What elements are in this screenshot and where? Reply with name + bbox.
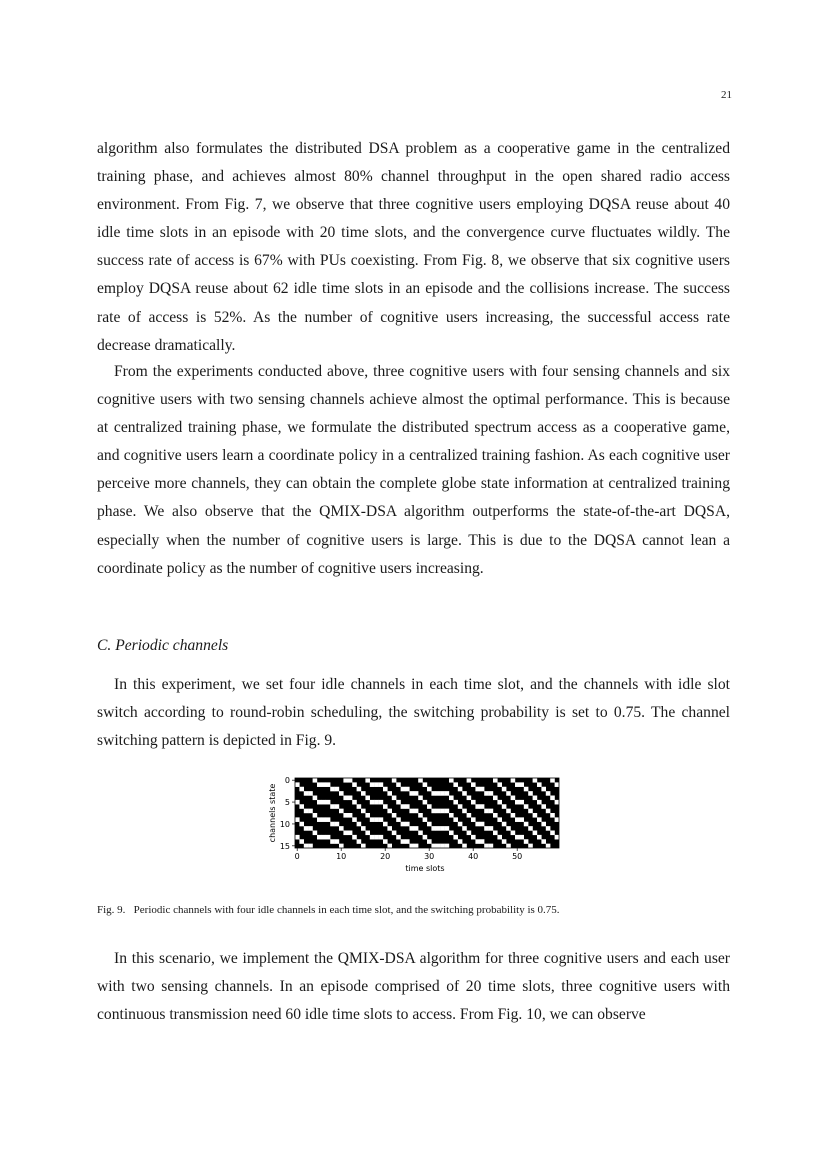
heatmap-cell-idle <box>502 822 507 827</box>
heatmap-cell-idle <box>370 835 375 840</box>
heatmap-cell-idle <box>515 800 520 805</box>
heatmap-cell-idle <box>414 809 419 814</box>
heatmap-cell-idle <box>317 782 322 787</box>
heatmap-cell-idle <box>295 800 300 805</box>
heatmap-cell-idle <box>511 831 516 836</box>
heatmap-cell-idle <box>357 822 362 827</box>
heatmap-cell-idle <box>387 809 392 814</box>
heatmap-cell-idle <box>493 813 498 818</box>
heatmap-cell-idle <box>304 844 309 849</box>
heatmap-cell-idle <box>484 844 489 849</box>
heatmap-cell-idle <box>423 817 428 822</box>
x-axis-label: time slots <box>405 864 445 873</box>
heatmap-cell-idle <box>480 804 485 809</box>
heatmap-cell-idle <box>401 839 406 844</box>
heatmap-cell-idle <box>493 796 498 801</box>
heatmap-cell-idle <box>317 800 322 805</box>
heatmap-cell-idle <box>299 839 304 844</box>
heatmap-cell-idle <box>537 817 542 822</box>
heatmap-cell-idle <box>396 817 401 822</box>
heatmap-cell-idle <box>467 796 472 801</box>
heatmap-cell-idle <box>511 796 516 801</box>
heatmap-cell-idle <box>555 800 560 805</box>
heatmap-cell-idle <box>546 844 551 849</box>
heatmap-cell-idle <box>462 791 467 796</box>
heatmap-cell-idle <box>453 835 458 840</box>
heatmap-cell-idle <box>330 839 335 844</box>
heatmap-cell-idle <box>533 796 538 801</box>
heatmap-cell-idle <box>436 791 441 796</box>
heatmap-cell-idle <box>405 787 410 792</box>
heatmap-cell-idle <box>304 791 309 796</box>
heatmap-cell-idle <box>537 782 542 787</box>
heatmap-cell-idle <box>321 800 326 805</box>
heatmap-cell-idle <box>546 809 551 814</box>
heatmap-cell-idle <box>374 782 379 787</box>
heatmap-cell-idle <box>550 778 555 783</box>
heatmap-cell-idle <box>445 791 450 796</box>
heatmap-cell-idle <box>374 817 379 822</box>
heatmap-cell-idle <box>484 809 489 814</box>
heatmap-cell-idle <box>370 817 375 822</box>
section-heading: C. Periodic channels <box>97 637 229 654</box>
heatmap-cell-idle <box>401 822 406 827</box>
heatmap-cell-idle <box>449 778 454 783</box>
heatmap-cell-idle <box>335 787 340 792</box>
heatmap-cell-idle <box>392 778 397 783</box>
heatmap-cell-idle <box>484 826 489 831</box>
heatmap-cell-idle <box>304 809 309 814</box>
heatmap-cell-idle <box>550 831 555 836</box>
heatmap-cell-idle <box>555 782 560 787</box>
heatmap-cell-idle <box>370 800 375 805</box>
heatmap-cell-idle <box>519 800 524 805</box>
heatmap-cell-idle <box>489 791 494 796</box>
heatmap-cell-idle <box>480 787 485 792</box>
paragraph-4: In this scenario, we implement the QMIX-DSA algorithm for three cognitive users and each user with two sensing channels. In an episode comprised of 20 time slots, three cognitive users with continuous transmission need 60 idle time slots to access. From Fig. 10, we can observe <box>97 950 730 1024</box>
heatmap-cell-idle <box>423 800 428 805</box>
heatmap-cell-idle <box>462 826 467 831</box>
heatmap-cell-idle <box>471 800 476 805</box>
heatmap-cell-idle <box>436 844 441 849</box>
heatmap-cell-idle <box>489 809 494 814</box>
heatmap-cell-idle <box>308 791 313 796</box>
heatmap-cell-idle <box>343 831 348 836</box>
heatmap-cell-idle <box>506 791 511 796</box>
heatmap-cell-idle <box>313 778 318 783</box>
x-tick-label: 20 <box>380 852 391 861</box>
paragraph-1: algorithm also formulates the distributed DSA problem as a cooperative game in the centralized training phase, and achieves almost 80% channel throughput in the open shared radio access environment. From Fig. 7, we observe that three cognitive users employing DQSA reuse about 40 idle time slots in an episode with 20 time slots, and the convergence curve fluctuates wildly. The success rate of access is 67% with PUs coexisting. From Fig. 8, we observe that six cognitive users employ DQSA reuse about 62 idle time slots in an episode and the collisions increase. The success rate of access is 52%. As the number of cognitive users increasing, the successful access rate decrease dramatically. <box>97 140 730 354</box>
heatmap-cell-idle <box>348 831 353 836</box>
heatmap-cell-idle <box>335 804 340 809</box>
heatmap-cell-idle <box>449 796 454 801</box>
heatmap-cell-idle <box>299 822 304 827</box>
heatmap-cell-idle <box>528 826 533 831</box>
heatmap-cell-idle <box>317 817 322 822</box>
paragraph-2: From the experiments conducted above, three cognitive users with four sensing channels and six cognitive users with two sensing channels achieve almost the optimal performance. This is because at centralized training phase, we formulate the distributed spectrum access as a cooperative game, and cognitive users learn a coordinate policy in a centralized training fashion. As each cognitive user perceive more channels, they can obtain the complete globe state information at centralized training phase. We also observe that the QMIX-DSA algorithm outperforms the state-of-the-art DQSA, especially when the number of cognitive users is large. This is due to the DQSA cannot lean a coordinate policy as the number of cognitive users increasing. <box>97 363 730 577</box>
heatmap-cell-idle <box>475 839 480 844</box>
heatmap-cell-idle <box>515 817 520 822</box>
heatmap-cell-idle <box>541 787 546 792</box>
heatmap-cell-idle <box>467 813 472 818</box>
heatmap-cell-idle <box>308 844 313 849</box>
heatmap-cell-idle <box>489 826 494 831</box>
heatmap-cell-idle <box>396 835 401 840</box>
heatmap-cell-idle <box>335 839 340 844</box>
heatmap-cell-idle <box>519 817 524 822</box>
heatmap-cell-idle <box>365 831 370 836</box>
heatmap-cell-idle <box>467 778 472 783</box>
heatmap-cell-idle <box>361 826 366 831</box>
heatmap-cell-idle <box>555 817 560 822</box>
heatmap-cell-idle <box>330 822 335 827</box>
heatmap-cell-idle <box>365 796 370 801</box>
heatmap-cell-idle <box>414 844 419 849</box>
heatmap-cell-idle <box>493 831 498 836</box>
heatmap-cell-idle <box>330 787 335 792</box>
y-axis-ticks <box>280 776 295 851</box>
heatmap-cell-idle <box>453 817 458 822</box>
heatmap-cell-idle <box>480 822 485 827</box>
heatmap-cell-idle <box>445 844 450 849</box>
heatmap-cell-idle <box>541 822 546 827</box>
heatmap-cell-idle <box>365 813 370 818</box>
heatmap-cell-idle <box>352 782 357 787</box>
heatmap-cell-idle <box>313 831 318 836</box>
heatmap-cell-idle <box>321 835 326 840</box>
heatmap-cell-idle <box>533 778 538 783</box>
heatmap-cell-idle <box>528 844 533 849</box>
x-tick-label: 50 <box>512 852 523 861</box>
heatmap-cell-idle <box>317 835 322 840</box>
heatmap-cell-idle <box>427 804 432 809</box>
heatmap-cell-idle <box>449 831 454 836</box>
heatmap-cell-idle <box>379 835 384 840</box>
heatmap-cell-idle <box>409 844 414 849</box>
heatmap-cell-idle <box>541 804 546 809</box>
heatmap-cell-idle <box>409 791 414 796</box>
heatmap-cell-idle <box>436 809 441 814</box>
heatmap-cell-idle <box>431 826 436 831</box>
x-tick-label: 10 <box>336 852 347 861</box>
heatmap-cell-idle <box>423 835 428 840</box>
heatmap-cell-idle <box>462 844 467 849</box>
heatmap-cell-idle <box>383 822 388 827</box>
heatmap-cell-idle <box>519 782 524 787</box>
heatmap-cell-idle <box>480 839 485 844</box>
y-tick-label: 15 <box>279 841 290 851</box>
heatmap-cell-idle <box>440 809 445 814</box>
heatmap-cell-idle <box>506 809 511 814</box>
heatmap-cell-idle <box>405 839 410 844</box>
heatmap-cell-idle <box>321 817 326 822</box>
heatmap-cell-idle <box>396 800 401 805</box>
heatmap-cell-idle <box>497 817 502 822</box>
heatmap-cell-idle <box>299 787 304 792</box>
heatmap-cell-idle <box>352 800 357 805</box>
heatmap-cell-idle <box>427 787 432 792</box>
y-axis-label: channels state <box>268 783 277 843</box>
heatmap-cell-idle <box>440 826 445 831</box>
heatmap-cell-idle <box>401 804 406 809</box>
heatmap-cell-idle <box>489 844 494 849</box>
heatmap-cell-idle <box>436 826 441 831</box>
y-tick-label: 0 <box>284 776 290 786</box>
heatmap-cell-idle <box>502 787 507 792</box>
heatmap-cell-idle <box>497 782 502 787</box>
y-tick-label: 5 <box>284 798 290 808</box>
heatmap-cell-idle <box>550 813 555 818</box>
heatmap-cell-idle <box>326 800 331 805</box>
heatmap-cell-idle <box>506 826 511 831</box>
heatmap-cell-idle <box>475 787 480 792</box>
heatmap-cell-idle <box>423 782 428 787</box>
heatmap-cell-idle <box>524 787 529 792</box>
heatmap-cell-idle <box>515 835 520 840</box>
heatmap-cell-idle <box>445 809 450 814</box>
heatmap-cell-idle <box>427 822 432 827</box>
heatmap-cell-idle <box>418 813 423 818</box>
x-tick-label: 40 <box>468 852 479 861</box>
heatmap-cell-idle <box>458 787 463 792</box>
heatmap-cell-idle <box>326 817 331 822</box>
heatmap-chart <box>262 772 572 880</box>
heatmap-cell-idle <box>361 791 366 796</box>
heatmap-cell-idle <box>524 839 529 844</box>
heatmap-cell-idle <box>493 778 498 783</box>
heatmap-cell-idle <box>374 835 379 840</box>
heatmap-cell-idle <box>418 831 423 836</box>
heatmap-cell-idle <box>339 826 344 831</box>
heatmap-cell-idle <box>409 826 414 831</box>
heatmap-cell-idle <box>352 817 357 822</box>
heatmap-cell-idle <box>357 839 362 844</box>
heatmap-cell-idle <box>343 778 348 783</box>
heatmap-cell-idle <box>528 791 533 796</box>
heatmap-cell-idle <box>326 782 331 787</box>
heatmap-cell-idle <box>511 778 516 783</box>
heatmap-cell-idle <box>475 804 480 809</box>
heatmap-cell-idle <box>321 782 326 787</box>
heatmap-cell-idle <box>453 782 458 787</box>
heatmap-cell-idle <box>546 826 551 831</box>
paragraph-3: In this experiment, we set four idle channels in each time slot, and the channels with idle slot switch according to round-robin scheduling, the switching probability is set to 0.75. The channel switching pattern is depicted in Fig. 9. <box>97 676 730 750</box>
heatmap-cell-idle <box>431 809 436 814</box>
heatmap-cell-idle <box>506 844 511 849</box>
heatmap-cell-idle <box>348 813 353 818</box>
heatmap-cell-idle <box>383 839 388 844</box>
heatmap-cell-idle <box>431 791 436 796</box>
heatmap-cell-idle <box>405 804 410 809</box>
heatmap-cell-idle <box>546 791 551 796</box>
heatmap-cell-idle <box>458 839 463 844</box>
heatmap-cell-idle <box>533 813 538 818</box>
heatmap-cell-idle <box>453 800 458 805</box>
heatmap-cell-idle <box>387 791 392 796</box>
heatmap-cell-idle <box>361 809 366 814</box>
heatmap-cell-idle <box>383 787 388 792</box>
heatmap-cell-idle <box>502 804 507 809</box>
y-tick-label: 10 <box>279 819 290 829</box>
heatmap-cell-idle <box>449 813 454 818</box>
heatmap-cell-idle <box>550 796 555 801</box>
heatmap-cell-idle <box>348 778 353 783</box>
heatmap-cell-idle <box>511 813 516 818</box>
heatmap-cell-idle <box>440 844 445 849</box>
heatmap-cell-idle <box>313 796 318 801</box>
heatmap-cell-idle <box>414 826 419 831</box>
heatmap-cell-idle <box>515 782 520 787</box>
heatmap-cell-idle <box>348 796 353 801</box>
heatmap-cell-idle <box>409 809 414 814</box>
heatmap-cell-idle <box>295 835 300 840</box>
heatmap-cell-idle <box>471 817 476 822</box>
heatmap-cell-idle <box>308 826 313 831</box>
heatmap-cell-idle <box>471 782 476 787</box>
heatmap-cell-idle <box>357 787 362 792</box>
heatmap-cell-idle <box>339 791 344 796</box>
heatmap-cell-idle <box>524 804 529 809</box>
heatmap-cell-idle <box>519 835 524 840</box>
heatmap-cells <box>295 778 559 848</box>
heatmap-cell-idle <box>343 796 348 801</box>
heatmap-cell-idle <box>431 844 436 849</box>
heatmap-cell-idle <box>541 839 546 844</box>
heatmap-cell-idle <box>458 804 463 809</box>
heatmap-cell-idle <box>392 813 397 818</box>
heatmap-cell-idle <box>339 844 344 849</box>
heatmap-cell-idle <box>330 804 335 809</box>
heatmap-cell-idle <box>387 844 392 849</box>
heatmap-cell-idle <box>427 839 432 844</box>
heatmap-cell-idle <box>537 800 542 805</box>
heatmap-cell-idle <box>458 822 463 827</box>
heatmap-cell-idle <box>392 796 397 801</box>
figure-9 <box>262 772 572 880</box>
x-tick-label: 0 <box>294 852 300 861</box>
heatmap-cell-idle <box>497 800 502 805</box>
heatmap-cell-idle <box>374 800 379 805</box>
heatmap-cell-idle <box>484 791 489 796</box>
heatmap-cell-idle <box>326 835 331 840</box>
heatmap-cell-idle <box>392 831 397 836</box>
page-number: 21 <box>721 89 732 101</box>
heatmap-cell-idle <box>295 817 300 822</box>
heatmap-cell-idle <box>555 835 560 840</box>
heatmap-cell-idle <box>383 804 388 809</box>
heatmap-cell-idle <box>524 822 529 827</box>
heatmap-cell-idle <box>401 787 406 792</box>
heatmap-cell-idle <box>387 826 392 831</box>
heatmap-cell-idle <box>471 835 476 840</box>
heatmap-cell-idle <box>418 778 423 783</box>
x-tick-label: 30 <box>424 852 435 861</box>
heatmap-cell-idle <box>313 813 318 818</box>
figure-caption: Fig. 9. Periodic channels with four idle channels in each time slot, and the switching probability is 0.75. <box>97 904 560 916</box>
heatmap-cell-idle <box>396 782 401 787</box>
heatmap-cell-idle <box>352 835 357 840</box>
heatmap-cell-idle <box>497 835 502 840</box>
heatmap-cell-idle <box>418 796 423 801</box>
heatmap-cell-idle <box>379 800 384 805</box>
heatmap-cell-idle <box>440 791 445 796</box>
heatmap-cell-idle <box>445 826 450 831</box>
heatmap-cell-idle <box>502 839 507 844</box>
heatmap-cell-idle <box>414 791 419 796</box>
heatmap-cell-idle <box>533 831 538 836</box>
heatmap-cell-idle <box>365 778 370 783</box>
heatmap-cell-idle <box>370 782 375 787</box>
heatmap-cell-idle <box>308 809 313 814</box>
heatmap-cell-idle <box>462 809 467 814</box>
heatmap-cell-idle <box>537 835 542 840</box>
heatmap-cell-idle <box>379 782 384 787</box>
heatmap-cell-idle <box>475 822 480 827</box>
heatmap-cell-idle <box>339 809 344 814</box>
heatmap-cell-idle <box>379 817 384 822</box>
x-axis-ticks <box>295 848 523 861</box>
heatmap-cell-idle <box>295 782 300 787</box>
heatmap-cell-idle <box>357 804 362 809</box>
heatmap-cell-idle <box>299 804 304 809</box>
heatmap-cell-idle <box>343 813 348 818</box>
heatmap-cell-idle <box>361 844 366 849</box>
heatmap-cell-idle <box>335 822 340 827</box>
heatmap-cell-idle <box>405 822 410 827</box>
heatmap-cell-idle <box>304 826 309 831</box>
heatmap-cell-idle <box>528 809 533 814</box>
heatmap-cell-idle <box>467 831 472 836</box>
